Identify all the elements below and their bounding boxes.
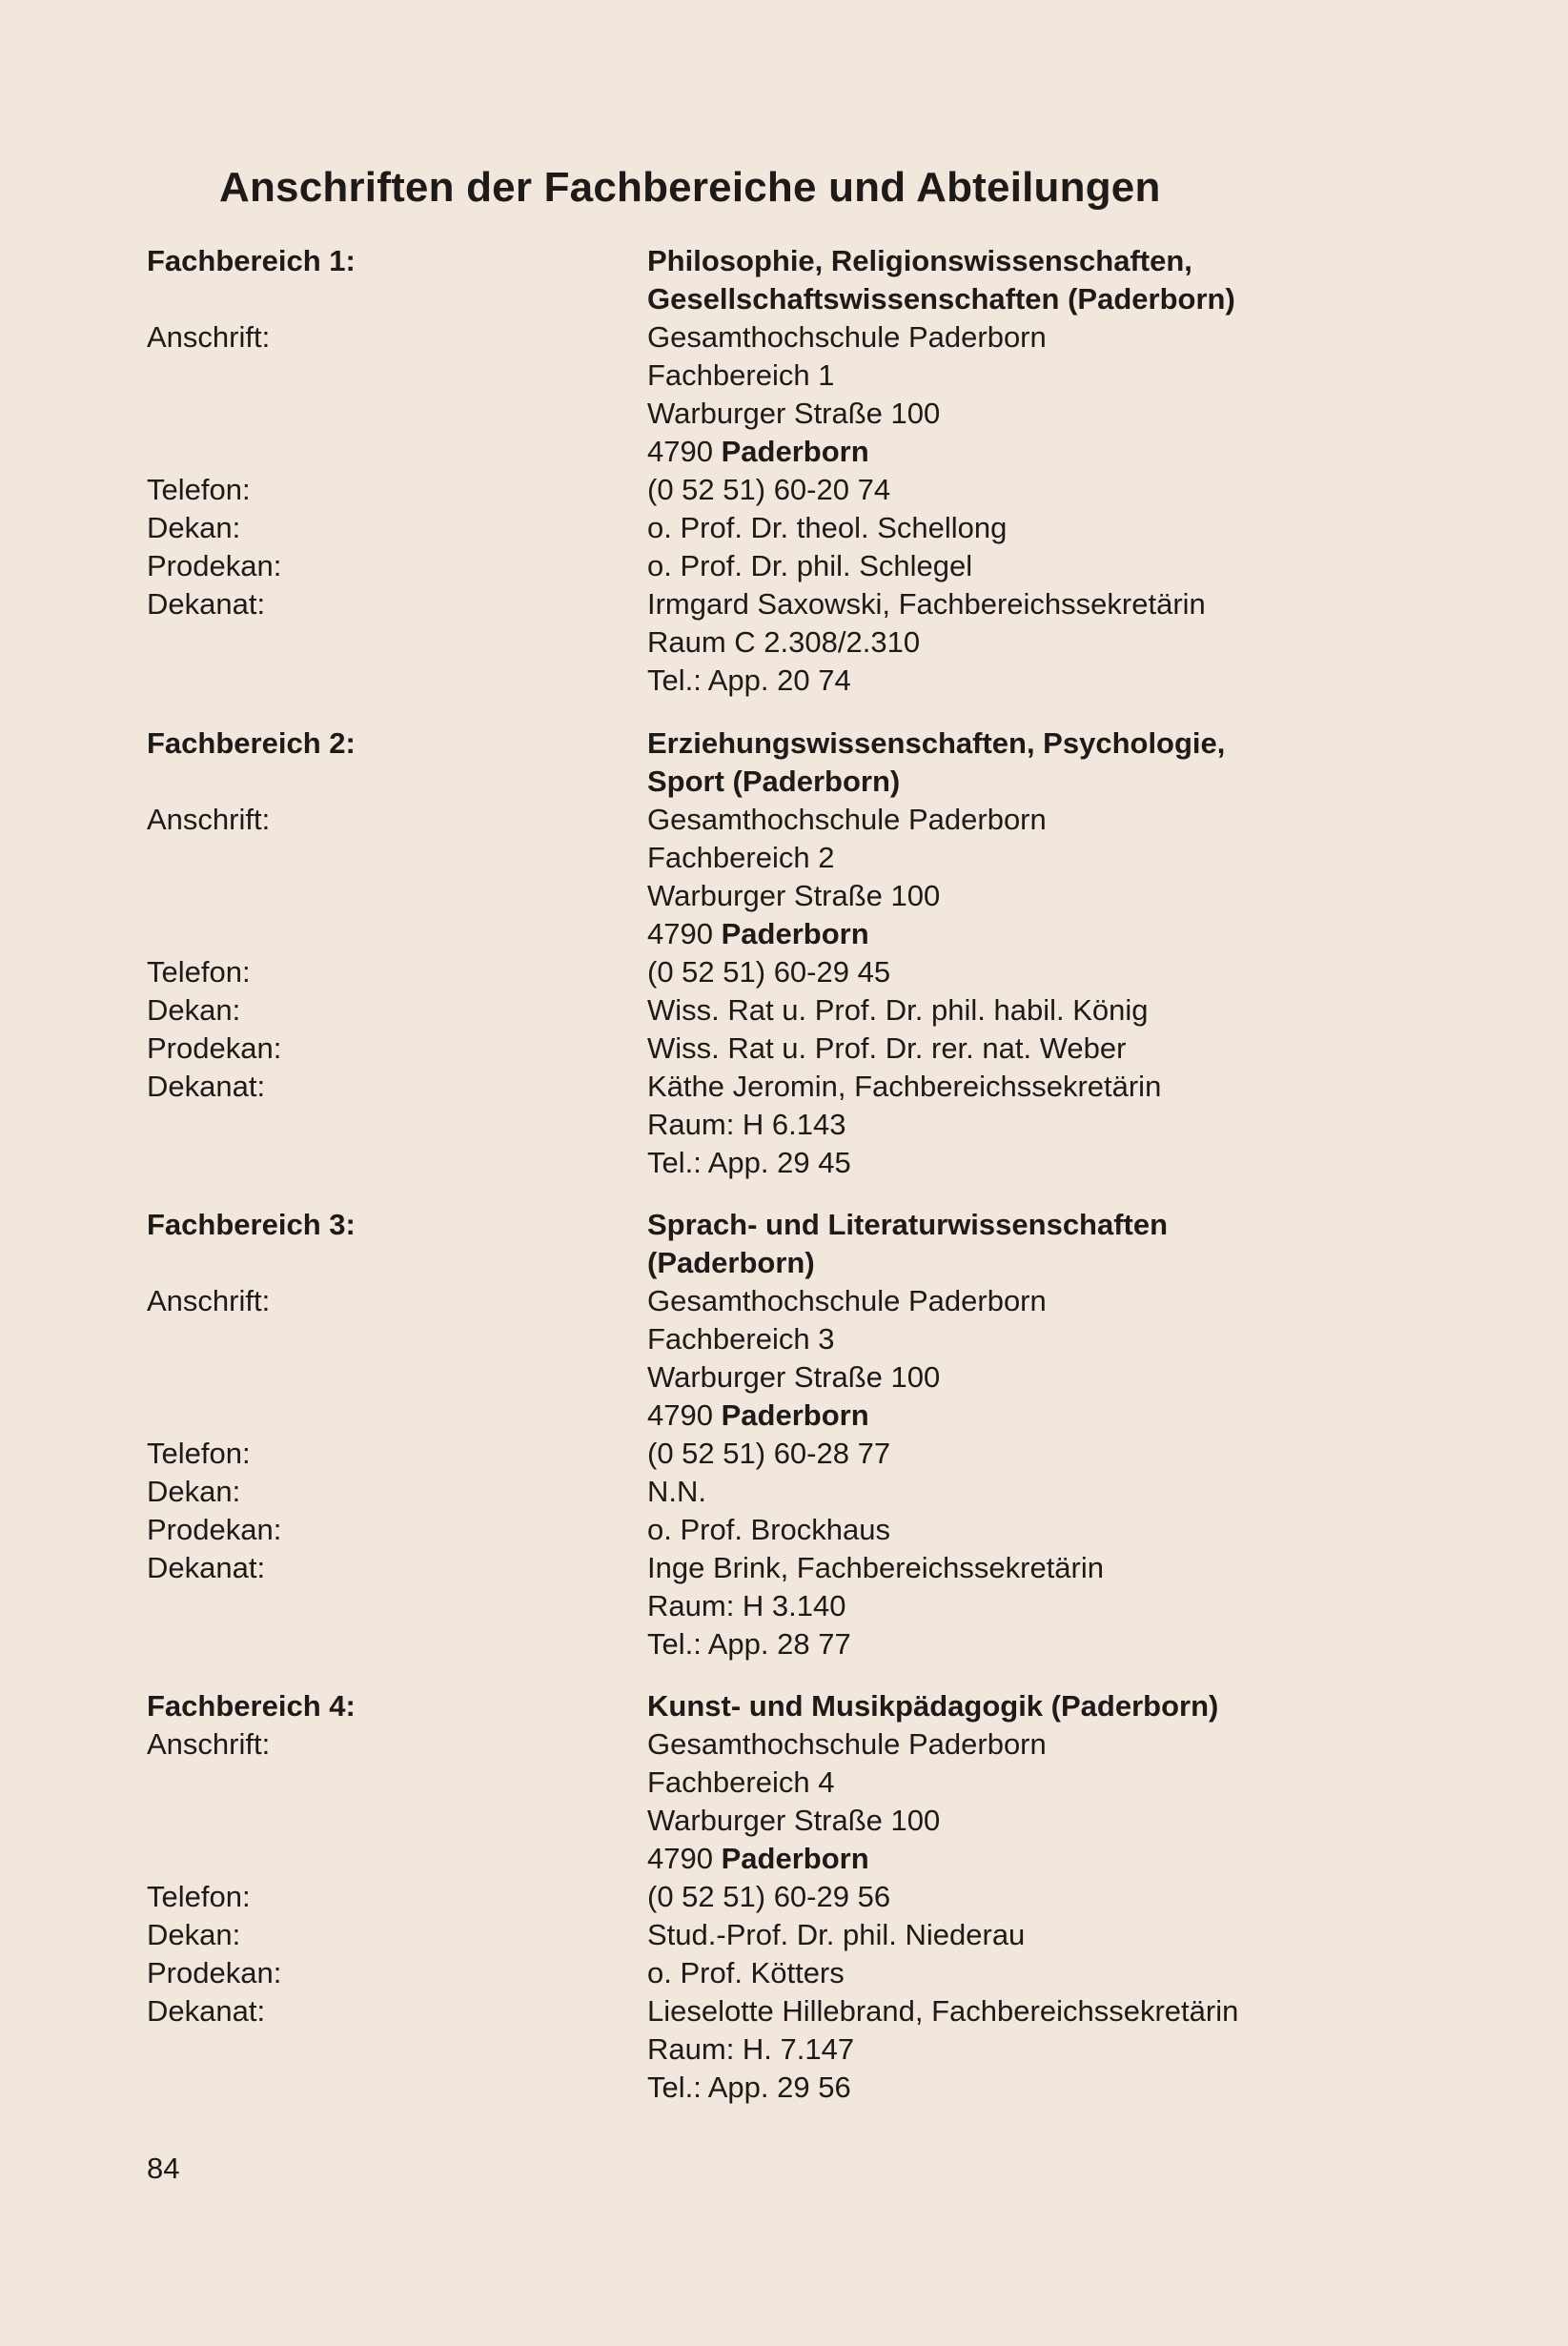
city: Paderborn xyxy=(721,1398,869,1432)
dekanat-line: Lieselotte Hillebrand, Fachbereichssekretärin xyxy=(647,1994,1239,2028)
dekanat-line: Tel.: App. 20 74 xyxy=(647,663,851,697)
postal-city-line xyxy=(647,1397,869,1435)
section-heading: Fachbereich 3: xyxy=(147,1208,356,1241)
postal-city-line xyxy=(647,915,869,953)
telefon-value: (0 52 51) 60-29 56 xyxy=(647,1880,891,1913)
prodekan-label: Prodekan: xyxy=(147,1956,282,1989)
prodekan-value: o. Prof. Dr. phil. Schlegel xyxy=(647,549,973,582)
section-name-line: (Paderborn) xyxy=(647,1246,815,1279)
dekanat-label: Dekanat: xyxy=(147,1070,266,1103)
dekan-label: Dekan: xyxy=(147,1918,241,1951)
address-label: Anschrift: xyxy=(147,1284,271,1317)
address-label: Anschrift: xyxy=(147,1727,271,1761)
address-line: Warburger Straße 100 xyxy=(647,1360,941,1394)
dekan-value: Wiss. Rat u. Prof. Dr. phil. habil. König xyxy=(647,993,1149,1027)
address-label: Anschrift: xyxy=(147,803,271,836)
city: Paderborn xyxy=(721,435,869,468)
dekanat-line: Käthe Jeromin, Fachbereichssekretärin xyxy=(647,1070,1162,1103)
page-title: Anschriften der Fachbereiche und Abteilungen xyxy=(219,164,1161,211)
section-fachbereich-1 xyxy=(0,242,1568,700)
address-line: Fachbereich 3 xyxy=(647,1322,835,1356)
telefon-label: Telefon: xyxy=(147,955,251,989)
dekanat-line: Tel.: App. 28 77 xyxy=(647,1627,851,1661)
address-line: Fachbereich 4 xyxy=(647,1765,835,1799)
section-name-line: Gesellschaftswissenschaften (Paderborn) xyxy=(647,282,1235,316)
address-line: Warburger Straße 100 xyxy=(647,1804,941,1837)
prodekan-label: Prodekan: xyxy=(147,549,282,582)
prodekan-label: Prodekan: xyxy=(147,1513,282,1546)
dekanat-line: Raum: H 3.140 xyxy=(647,1589,846,1622)
section-name-line: Kunst- und Musikpädagogik (Paderborn) xyxy=(647,1689,1219,1723)
dekanat-line: Tel.: App. 29 45 xyxy=(647,1146,851,1179)
address-line: Warburger Straße 100 xyxy=(647,397,941,430)
prodekan-label: Prodekan: xyxy=(147,1031,282,1065)
dekan-label: Dekan: xyxy=(147,1475,241,1508)
city: Paderborn xyxy=(721,917,869,950)
section-name-line: Sprach- und Literaturwissenschaften xyxy=(647,1208,1169,1241)
address-label: Anschrift: xyxy=(147,320,271,354)
dekanat-label: Dekanat: xyxy=(147,1994,266,2028)
dekan-value: o. Prof. Dr. theol. Schellong xyxy=(647,511,1008,544)
section-heading: Fachbereich 1: xyxy=(147,244,356,277)
telefon-label: Telefon: xyxy=(147,1437,251,1470)
dekanat-line: Inge Brink, Fachbereichssekretärin xyxy=(647,1551,1105,1584)
prodekan-value: Wiss. Rat u. Prof. Dr. rer. nat. Weber xyxy=(647,1031,1127,1065)
postcode: 4790 xyxy=(647,917,713,950)
prodekan-value: o. Prof. Brockhaus xyxy=(647,1513,891,1546)
dekanat-line: Raum: H 6.143 xyxy=(647,1108,846,1141)
telefon-value: (0 52 51) 60-28 77 xyxy=(647,1437,891,1470)
dekanat-line: Raum C 2.308/2.310 xyxy=(647,625,921,659)
telefon-label: Telefon: xyxy=(147,1880,251,1913)
address-line: Fachbereich 2 xyxy=(647,841,835,874)
telefon-value: (0 52 51) 60-20 74 xyxy=(647,473,891,506)
dekan-label: Dekan: xyxy=(147,993,241,1027)
section-name-line: Philosophie, Religionswissenschaften, xyxy=(647,244,1192,277)
section-name-line: Sport (Paderborn) xyxy=(647,765,901,798)
address-line: Gesamthochschule Paderborn xyxy=(647,1727,1047,1761)
dekanat-line: Irmgard Saxowski, Fachbereichssekretärin xyxy=(647,587,1206,621)
address-line: Warburger Straße 100 xyxy=(647,879,941,912)
postcode: 4790 xyxy=(647,435,713,468)
dekan-value: N.N. xyxy=(647,1475,706,1508)
section-fachbereich-2 xyxy=(0,724,1568,1182)
section-heading: Fachbereich 2: xyxy=(147,726,356,760)
section-fachbereich-3 xyxy=(0,1206,1568,1663)
address-line: Fachbereich 1 xyxy=(647,358,835,392)
section-name-line: Erziehungswissenschaften, Psychologie, xyxy=(647,726,1226,760)
telefon-value: (0 52 51) 60-29 45 xyxy=(647,955,891,989)
section-heading: Fachbereich 4: xyxy=(147,1689,356,1723)
postcode: 4790 xyxy=(647,1398,713,1432)
section-fachbereich-4 xyxy=(0,1687,1568,2107)
address-line: Gesamthochschule Paderborn xyxy=(647,803,1047,836)
dekanat-label: Dekanat: xyxy=(147,1551,266,1584)
dekanat-label: Dekanat: xyxy=(147,587,266,621)
dekan-value: Stud.-Prof. Dr. phil. Niederau xyxy=(647,1918,1026,1951)
postal-city-line xyxy=(647,1840,869,1878)
telefon-label: Telefon: xyxy=(147,473,251,506)
dekan-label: Dekan: xyxy=(147,511,241,544)
postcode: 4790 xyxy=(647,1842,713,1875)
page-number: 84 xyxy=(147,2152,180,2185)
dekanat-line: Raum: H. 7.147 xyxy=(647,2032,855,2066)
city: Paderborn xyxy=(721,1842,869,1875)
address-line: Gesamthochschule Paderborn xyxy=(647,320,1047,354)
postal-city-line xyxy=(647,433,869,471)
prodekan-value: o. Prof. Kötters xyxy=(647,1956,845,1989)
address-line: Gesamthochschule Paderborn xyxy=(647,1284,1047,1317)
dekanat-line: Tel.: App. 29 56 xyxy=(647,2071,851,2104)
